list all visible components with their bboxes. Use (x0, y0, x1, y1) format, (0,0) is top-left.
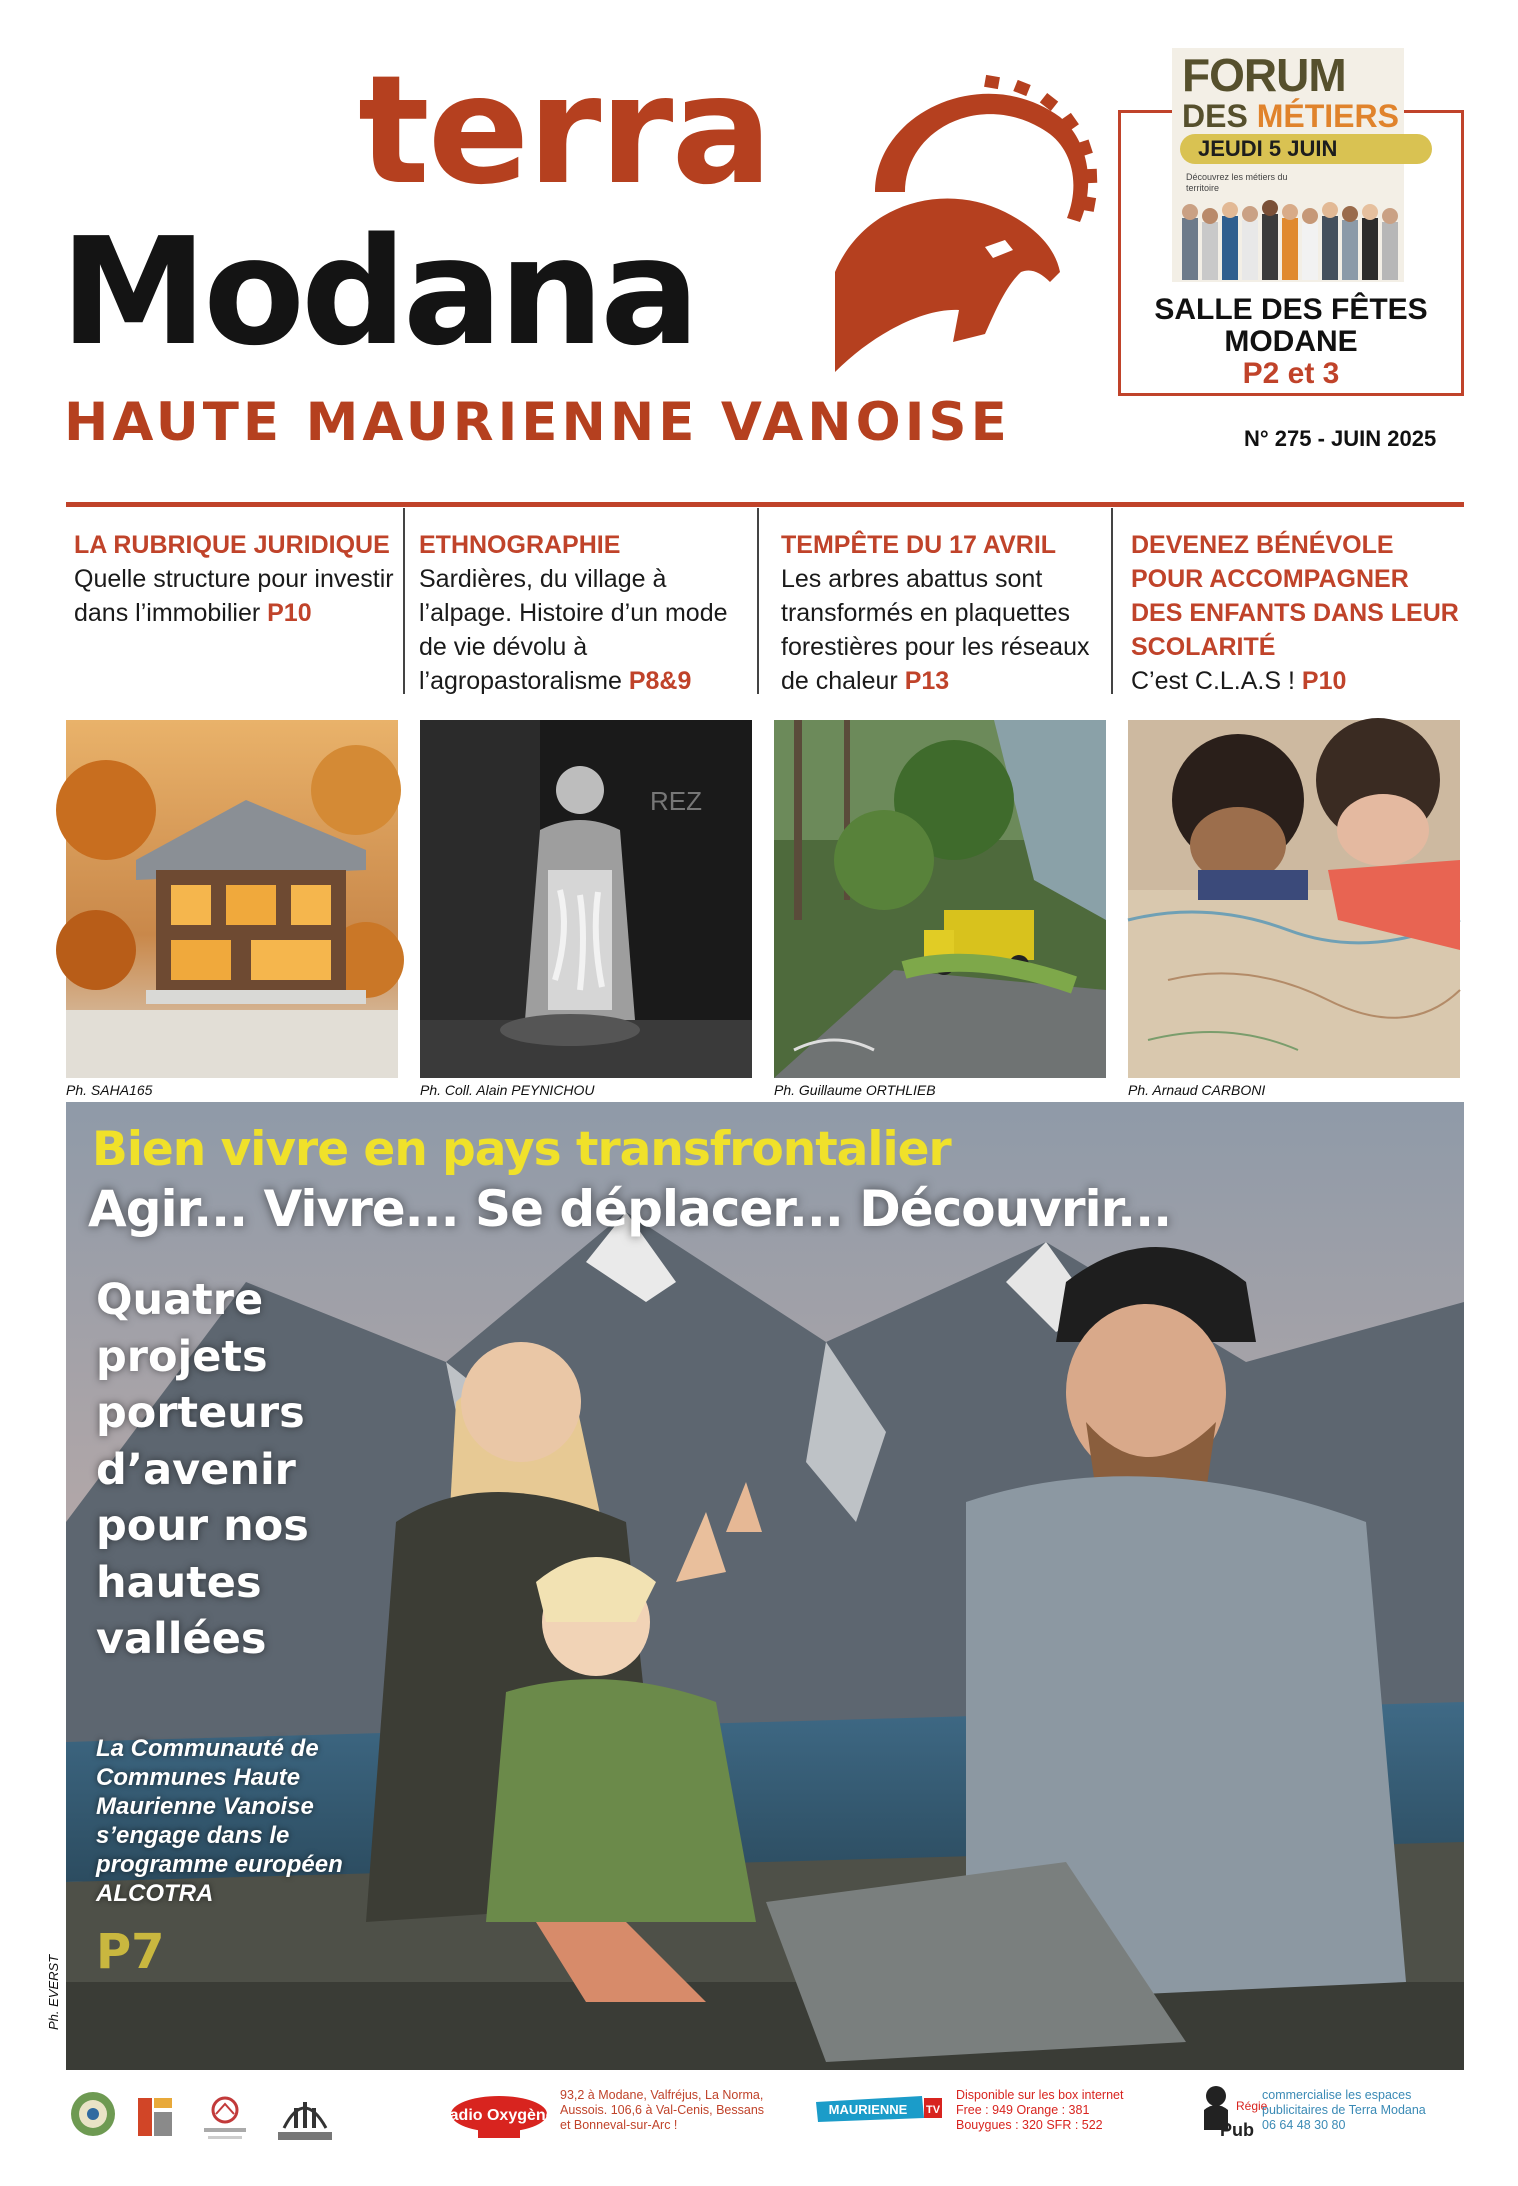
hero-kicker: Bien vivre en pays transfrontalier (92, 1122, 951, 1177)
svg-text:MAURIENNE: MAURIENNE (828, 2102, 908, 2117)
column-divider (757, 508, 759, 694)
forum-poster (1172, 48, 1404, 282)
teaser-body: Les arbres abattus sont transformés en plaquettes forestières pour les réseaux de chaleur (781, 565, 1090, 695)
forum-subtitle: DES MÉTIERS (1182, 98, 1399, 134)
teaser-page[interactable]: P13 (904, 667, 950, 695)
photo-fallen-trees[interactable] (774, 720, 1106, 1078)
teaser-kicker: TEMPÊTE DU 17 AVRIL (781, 531, 1057, 559)
hero-page[interactable]: P7 (96, 1924, 165, 1980)
haute-maurienne-vanoise-logo (198, 2094, 252, 2144)
forum-note: Découvrez les métiers du territoire (1186, 172, 1288, 193)
label-logo (132, 2094, 178, 2140)
teaser-body: C’est C.L.A.S ! (1131, 667, 1295, 695)
svg-text:radio Oxygène: radio Oxygène (443, 2107, 555, 2124)
teaser-page[interactable]: P10 (267, 599, 312, 627)
svg-text:Pub: Pub (1220, 2120, 1254, 2140)
teaser-juridique[interactable] (74, 528, 402, 630)
teaser-ethnographie[interactable] (419, 528, 747, 698)
masthead (0, 0, 1518, 480)
workers-illustration (1174, 198, 1402, 280)
imprimerie-logo (68, 2088, 118, 2140)
teaser-benevole[interactable] (1131, 528, 1461, 698)
issue-number: N° 275 - JUIN 2025 (1244, 426, 1437, 451)
photo-credit: Ph. Coll. Alain PEYNICHOU (420, 1082, 595, 1098)
ibex-head-icon (835, 72, 1095, 372)
teaser-kicker: ETHNOGRAPHIE (419, 531, 621, 559)
column-divider (1111, 508, 1113, 694)
svg-text:TV: TV (925, 2104, 941, 2116)
teaser-page[interactable]: P8&9 (628, 667, 692, 695)
logo-terra: terra (358, 44, 771, 218)
maurienne-tv-logo (812, 2094, 942, 2124)
tv-info: Disponible sur les box internet Free : 949 Orange : 381 Bouygues : 320 SFR : 522 (956, 2088, 1124, 2132)
tagline: HAUTE MAURIENNE VANOISE (64, 392, 1011, 453)
forum-date: JEUDI 5 JUIN (1180, 134, 1432, 164)
forum-venue: SALLE DES FÊTES MODANE (1154, 293, 1428, 358)
terre-logo (272, 2088, 338, 2144)
teaser-page[interactable]: P10 (1301, 667, 1347, 695)
hero-credit: Ph. EVERST (46, 1954, 61, 2030)
photo-house-model[interactable] (66, 720, 398, 1078)
photo-children-map[interactable] (1128, 720, 1460, 1078)
forum-pages[interactable]: P2 et 3 (1242, 357, 1340, 390)
logo-modana: Modana (60, 206, 697, 378)
svg-text:REZ: REZ (650, 786, 702, 816)
teaser-kicker: DEVENEZ BÉNÉVOLE POUR ACCOMPAGNER DES ENFANTS DANS LEUR SCOLARITÉ (1131, 531, 1459, 661)
hero-subtitle: La Communauté de Communes Haute Maurienne Vanoise s’engage dans le programme européen ALCOTRA (96, 1735, 343, 1907)
teaser-kicker: LA RUBRIQUE JURIDIQUE (74, 531, 390, 559)
regie-info: commercialise les espaces publicitaires de Terra Modana 06 64 48 30 80 (1262, 2088, 1426, 2132)
forum-title: FORUM (1182, 49, 1346, 101)
hero-title: Agir... Vivre... Se déplacer... Découvrir... (88, 1180, 1172, 1238)
teaser-body: Sardières, du village à l’alpage. Histoire d’un mode de vie dévolu à l’agropastoralisme (419, 565, 728, 695)
teaser-body: Quelle structure pour investir dans l’immobilier (74, 565, 394, 627)
teaser-tempete[interactable] (781, 528, 1101, 698)
radio-oxygene-logo (443, 2094, 555, 2138)
svg-text:Régie: Régie (1236, 2099, 1268, 2113)
header-rule (66, 502, 1464, 507)
photo-credit: Ph. Guillaume ORTHLIEB (774, 1082, 936, 1098)
radio-info: 93,2 à Modane, Valfréjus, La Norma, Aussois. 106,6 à Val-Cenis, Bessans et Bonneval-sur-Arc ! (560, 2088, 765, 2132)
hero-feature[interactable] (66, 1102, 1464, 2070)
regie-pub-logo (1196, 2080, 1268, 2146)
hero-lead: Quatre projets porteurs d’avenir pour nos hautes vallées (96, 1275, 309, 1664)
column-divider (403, 508, 405, 694)
footer (0, 2074, 1518, 2186)
photo-woman-archive[interactable] (420, 720, 752, 1078)
photo-credit: Ph. Arnaud CARBONI (1128, 1082, 1266, 1098)
photo-credit: Ph. SAHA165 (66, 1082, 153, 1098)
